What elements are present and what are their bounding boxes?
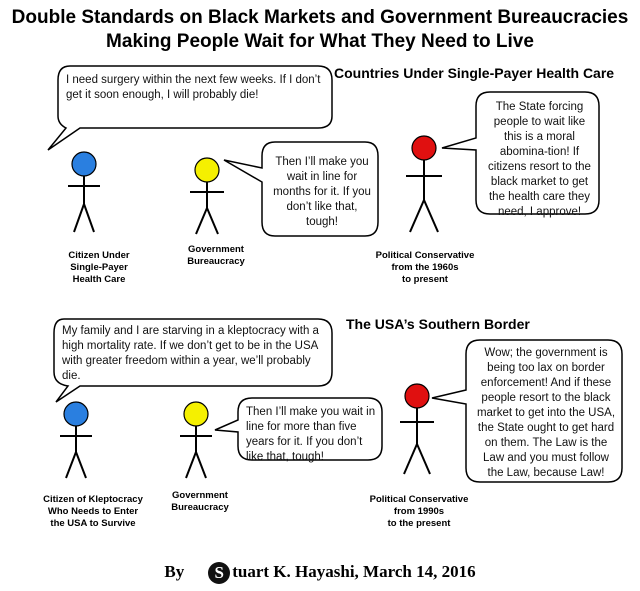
title-line-1: Double Standards on Black Markets and Government Bureaucracies [11,7,629,28]
citizen-speech-text-2: My family and I are starving in a kleptocracy with a high mortality rate. If we don’t get to be in the USA with greater freedom within a year, we’ll probably die. [62,325,319,382]
bureaucracy-head-2 [184,402,208,426]
panel-1-heading: Countries Under Single-Payer Health Care [334,65,615,81]
bureaucracy-speech-text-1: Then I’ll make you wait in line for months for it. If you don’t like that, tough! [273,156,371,228]
conservative-speech-text-2: Wow; the government is being too lax on border enforcement! And if these people resort to the black market to get into the USA, the State ought to get hard on them. The Law is the Law and you must follow the Law, because Law! [476,347,616,479]
conservative-head-2 [405,384,429,408]
bureaucracy-speech-text-2: Then I’ll make you wait in line for more than five years for it. If you don’t like that, tough! [246,406,376,463]
author-logo-icon: S [208,562,230,584]
conservative-head-1 [412,136,436,160]
citizen-stick-figure-2 [60,426,92,478]
title-line-2: Making People Wait for What They Need to Live [106,31,534,52]
bureaucracy-stick-figure-2 [180,426,212,478]
citizen-stick-figure-1 [68,176,100,232]
by-label: By [164,562,185,581]
bureaucracy-label-2: Government Bureaucracy [171,490,229,513]
citizen-head-1 [72,152,96,176]
conservative-label-1: Political Conservative from the 1960s to present [375,250,475,285]
bureaucracy-label-1: Government Bureaucracy [187,244,245,267]
panel-2-heading: The USA’s Southern Border [346,316,530,332]
conservative-stick-figure-2 [400,408,434,474]
conservative-label-2: Political Conservative from 1990s to the present [369,494,469,529]
citizen-label-1: Citizen Under Single-Payer Health Care [68,250,130,285]
citizen-speech-text-1: I need surgery within the next few weeks. If I don’t get it soon enough, I will probably die! [66,74,321,101]
author-credit [0,562,640,584]
conservative-speech-text-1: The State forcing people to wait like this is a moral abomina-tion! If citizens resort to the black market to get the health care they need, I approve! [488,101,591,218]
bureaucracy-head-1 [195,158,219,182]
citizen-label-2: Citizen of Kleptocracy Who Needs to Enter the USA to Survive [43,494,143,529]
citizen-head-2 [64,402,88,426]
bureaucracy-stick-figure-1 [190,182,224,234]
author-name-date: tuart K. Hayashi, March 14, 2016 [232,562,476,581]
conservative-stick-figure-1 [406,160,442,232]
